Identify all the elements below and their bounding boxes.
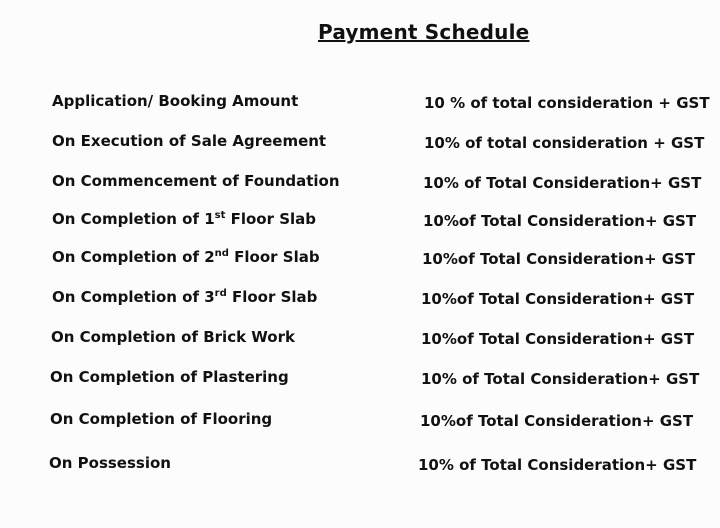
schedule-row — [0, 368, 720, 398]
milestone-label: On Completion of Brick Work — [51, 328, 295, 346]
payment-value: 10%of Total Consideration+ GST — [423, 212, 697, 230]
payment-value: 10%of Total Consideration+ GST — [420, 412, 694, 430]
milestone-label: On Commencement of Foundation — [52, 172, 340, 190]
schedule-row — [0, 132, 720, 162]
milestone-label: On Execution of Sale Agreement — [52, 132, 327, 150]
schedule-row — [0, 172, 720, 202]
schedule-row — [0, 410, 720, 440]
payment-value: 10%of Total Consideration+ GST — [422, 250, 696, 268]
schedule-row — [0, 288, 720, 318]
schedule-row — [0, 454, 720, 484]
milestone-label: On Completion of 1st Floor Slab — [52, 210, 317, 228]
schedule-row — [0, 248, 720, 278]
payment-value: 10 % of total consideration + GST — [424, 94, 710, 112]
milestone-label: Application/ Booking Amount — [52, 92, 299, 110]
payment-value: 10% of Total Consideration+ GST — [418, 456, 697, 474]
payment-value: 10% of Total Consideration+ GST — [423, 174, 702, 192]
schedule-row — [0, 328, 720, 358]
milestone-label: On Completion of Flooring — [50, 410, 273, 428]
milestone-label: On Completion of Plastering — [50, 368, 289, 386]
payment-value: 10%of Total Consideration+ GST — [421, 330, 695, 348]
schedule-row — [0, 92, 720, 122]
payment-value: 10% of Total Consideration+ GST — [421, 370, 700, 388]
payment-value: 10%of Total Consideration+ GST — [421, 290, 695, 308]
payment-value: 10% of total consideration + GST — [424, 134, 705, 152]
schedule-row — [0, 210, 720, 240]
milestone-label: On Completion of 2nd Floor Slab — [52, 248, 320, 266]
milestone-label: On Possession — [49, 454, 171, 472]
page-title: Payment Schedule — [318, 20, 530, 44]
milestone-label: On Completion of 3rd Floor Slab — [52, 288, 318, 306]
